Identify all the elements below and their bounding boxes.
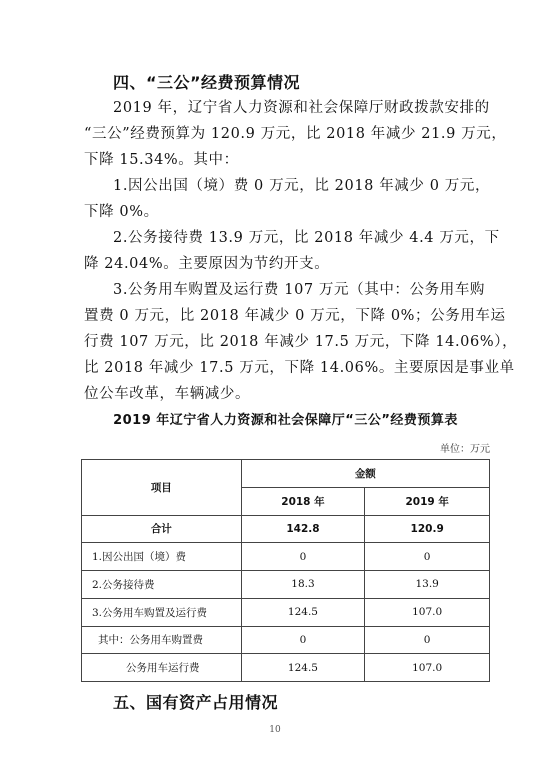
table-unit: 单位：万元	[440, 444, 490, 455]
header-item: 项目	[82, 460, 242, 516]
para-4-line-3: 行费 107 万元，比 2018 年减少 17.5 万元，下降 14.06%），	[84, 334, 518, 350]
row-item: 1.因公出国（境）费	[82, 543, 242, 571]
para-2-line-1: 1.因公出国（境）费 0 万元，比 2018 年减少 0 万元，	[113, 178, 491, 194]
para-4-line-2: 置费 0 万元，比 2018 年减少 0 万元，下降 0%；公务用车运	[84, 308, 506, 324]
page-number: 10	[269, 725, 281, 735]
row-2019-total: 120.9	[365, 515, 490, 543]
row-item: 2.公务接待费	[82, 571, 242, 599]
header-amount: 金额	[241, 460, 489, 488]
header-2018: 2018 年	[241, 487, 365, 515]
row-2019: 107.0	[365, 598, 490, 626]
row-2018-total: 142.8	[241, 515, 365, 543]
para-1-line-2: “三公”经费预算为 120.9 万元，比 2018 年减少 21.9 万元，	[84, 126, 507, 142]
section-4-heading: 四、“三公”经费预算情况	[113, 73, 301, 92]
table-row	[82, 571, 490, 599]
row-2019: 0	[365, 543, 490, 571]
row-item: 其中：公务用车购置费	[82, 626, 242, 654]
para-1-line-1: 2019 年，辽宁省人力资源和社会保障厅财政拨款安排的	[113, 100, 490, 116]
row-item: 公务用车运行费	[82, 654, 242, 682]
para-3-line-2: 降 24.04%。主要原因为节约开支。	[84, 256, 330, 272]
row-2019: 0	[365, 626, 490, 654]
row-2018: 124.5	[241, 654, 365, 682]
budget-table	[81, 459, 490, 682]
row-2019: 107.0	[365, 654, 490, 682]
row-2018: 124.5	[241, 598, 365, 626]
para-2-line-2: 下降 0%。	[84, 204, 159, 220]
para-3-line-1: 2.公务接待费 13.9 万元，比 2018 年减少 4.4 万元，下	[113, 230, 500, 246]
table-row	[82, 543, 490, 571]
row-2018: 18.3	[241, 571, 365, 599]
para-4-line-5: 位公车改革，车辆减少。	[84, 386, 251, 402]
header-2019: 2019 年	[365, 487, 490, 515]
row-2018: 0	[241, 543, 365, 571]
table-title: 2019 年辽宁省人力资源和社会保障厅“三公”经费预算表	[113, 413, 458, 428]
table-row	[82, 654, 490, 682]
section-5-heading: 五、国有资产占用情况	[113, 693, 279, 712]
row-2018: 0	[241, 626, 365, 654]
row-2019: 13.9	[365, 571, 490, 599]
table-row	[82, 598, 490, 626]
para-1-line-3: 下降 15.34%。其中：	[84, 152, 239, 168]
para-4-line-1: 3.公务用车购置及运行费 107 万元（其中：公务用车购	[113, 282, 486, 298]
para-4-line-4: 比 2018 年减少 17.5 万元，下降 14.06%。主要原因是事业单	[84, 360, 515, 376]
row-item: 3.公务用车购置及运行费	[82, 598, 242, 626]
row-item-total: 合计	[82, 515, 242, 543]
table-row	[82, 626, 490, 654]
table-row-total	[82, 515, 490, 543]
